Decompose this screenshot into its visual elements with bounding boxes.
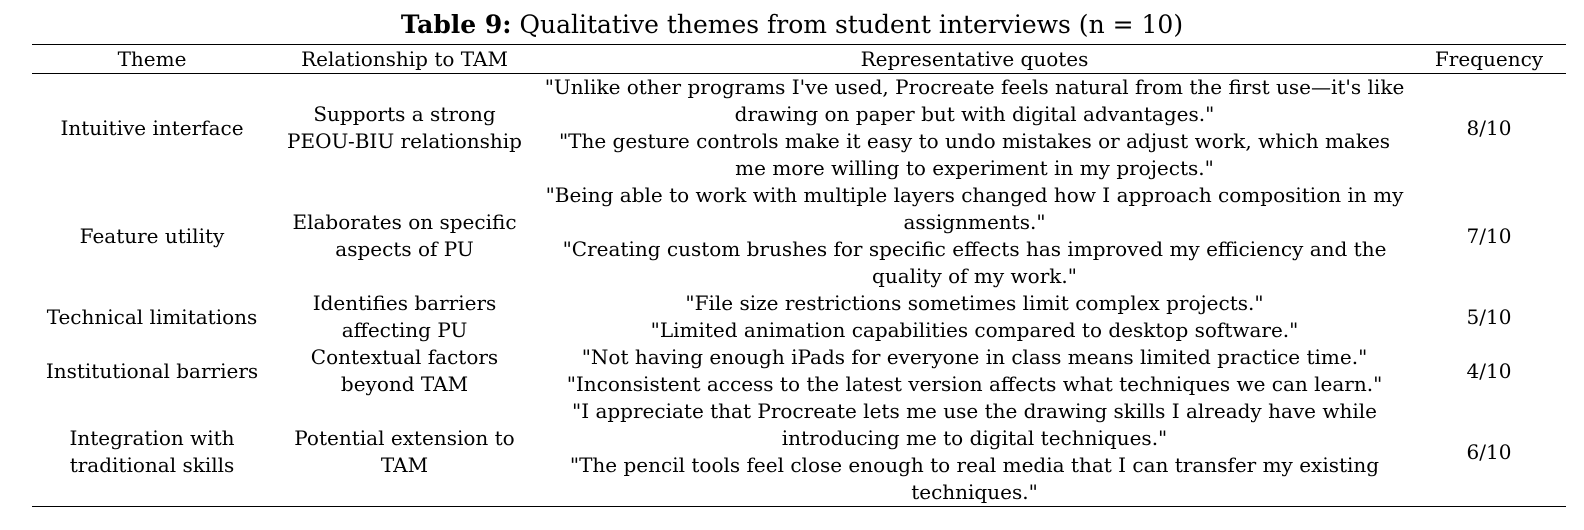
quote: "I appreciate that Procreate lets me use the drawing skills I already have while introducing me to digital techniques."	[572, 399, 1377, 450]
table-row	[32, 344, 1566, 398]
quote: "Not having enough iPads for everyone in class means limited practice time."	[581, 345, 1368, 369]
qualitative-themes-table	[32, 44, 1566, 507]
quote: "The pencil tools feel close enough to real media that I can transfer my existing techniques."	[569, 453, 1380, 504]
quote: "Being able to work with multiple layers changed how I approach composition in my assignments."	[545, 183, 1404, 234]
table-caption-label: Table 9:	[400, 10, 512, 39]
header-quotes: Representative quotes	[537, 45, 1412, 74]
frequency-cell: 4/10	[1466, 358, 1512, 383]
table-row	[32, 74, 1566, 183]
table-row	[32, 398, 1566, 507]
relationship-cell: Contextual factors beyond TAM	[310, 345, 499, 396]
theme-cell: Feature utility	[79, 223, 225, 248]
header-frequency: Frequency	[1412, 45, 1566, 74]
header-row	[32, 45, 1566, 74]
relationship-cell: Supports a strong PEOU-BIU relationship	[287, 102, 522, 153]
theme-cell: Technical limitations	[46, 304, 258, 329]
quote: "Unlike other programs I've used, Procreate feels natural from the first use—it's like drawing on paper but with digital advantages."	[544, 75, 1405, 126]
table-row	[32, 182, 1566, 290]
quotes-cell	[537, 398, 1412, 507]
table-caption-text: Qualitative themes from student interviews (n = 10)	[519, 10, 1184, 39]
quote: "Inconsistent access to the latest version affects what techniques we can learn."	[566, 372, 1383, 396]
quote: "Creating custom brushes for specific effects has improved my efficiency and the quality of my work."	[562, 237, 1387, 288]
frequency-cell: 8/10	[1466, 115, 1512, 140]
relationship-cell: Potential extension to TAM	[272, 398, 537, 507]
table-header	[32, 45, 1566, 74]
frequency-cell: 6/10	[1412, 398, 1566, 507]
theme-cell: Intuitive interface	[60, 115, 244, 140]
relationship-cell: Elaborates on specific aspects of PU	[292, 210, 517, 261]
table-body	[32, 74, 1566, 507]
table-row	[32, 290, 1566, 344]
quote: "Limited animation capabilities compared to desktop software."	[650, 318, 1299, 342]
header-theme: Theme	[32, 45, 272, 74]
theme-cell: Integration with traditional skills	[32, 398, 272, 507]
relationship-cell: Identifies barriers affecting PU	[312, 291, 497, 342]
quote: "The gesture controls make it easy to undo mistakes or adjust work, which makes me more willing to experiment in my projects."	[558, 129, 1391, 180]
quotes-cell	[537, 182, 1412, 290]
frequency-cell: 5/10	[1466, 304, 1512, 329]
quotes-cell	[537, 344, 1412, 398]
quote: "File size restrictions sometimes limit complex projects."	[685, 291, 1264, 315]
theme-cell: Institutional barriers	[45, 358, 259, 383]
header-relationship: Relationship to TAM	[272, 45, 537, 74]
table-caption	[0, 8, 1584, 42]
quotes-cell	[537, 290, 1412, 344]
quotes-cell	[537, 74, 1412, 183]
frequency-cell: 7/10	[1466, 223, 1512, 248]
